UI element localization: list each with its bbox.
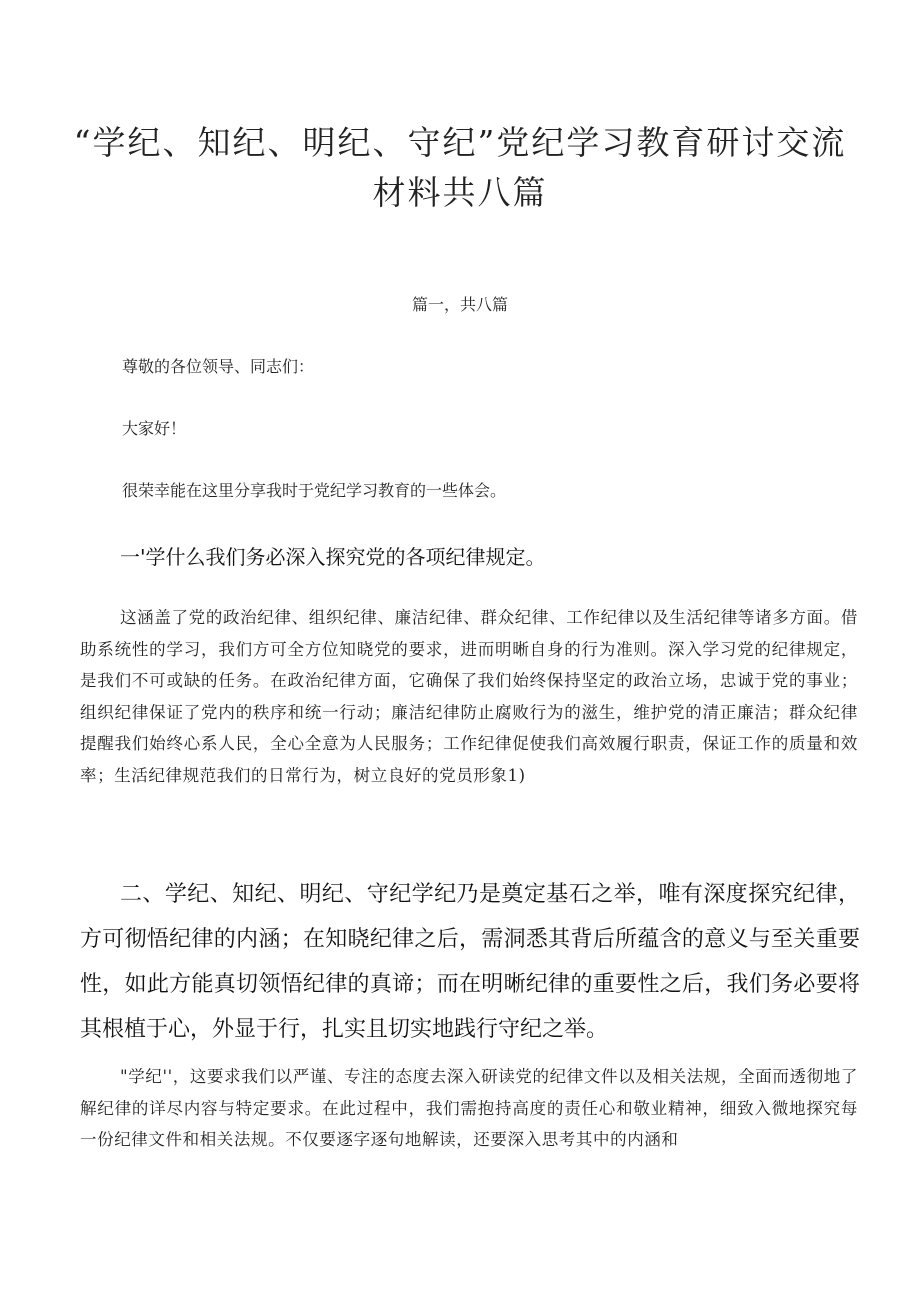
body-paragraph-1: 这涵盖了党的政治纪律、组织纪律、廉洁纪律、群众纪律、工作纪律以及生活纪律等诸多方面。借助系统性的学习，我们方可全方位知晓党的要求，进而明晰自身的行为准则。深入学习党的纪律规定，是我们不可或缺的任务。在政治纪律方面，它确保了我们始终保持坚定的政治立场，忠诚于党的事业；组织纪律保证了党内的秩序和统一行动；廉洁纪律防止腐败行为的滋生，维护党的清正廉洁；群众纪律提醒我们始终心系人民，全心全意为人民服务；工作纪律促使我们高效履行职责，保证工作的质量和效率；生活纪律规范我们的日常行为，树立良好的党员形象1) — [80, 608, 858, 785]
intro-paragraph: 很荣幸能在这里分享我时于党纪学习教育的一些体会。 — [122, 481, 507, 500]
salutation: 尊敬的各位领导、同志们： — [122, 357, 315, 376]
section-heading-2: 二、学纪、知纪、明纪、守纪学纪乃是奠定基石之举，唯有深度探究纪律，方可彻悟纪律的内涵；在知晓纪律之后，需洞悉其背后所蕴含的意义与至关重要性，如此方能真切领悟纪律的真谛；而在明晰纪律的重要性之后，我们务必要将其根植于心，外显于行，扎实且切实地践行守纪之举。 — [80, 882, 860, 1042]
section-heading-1: 一'学什么我们务必深入探究党的各项纪律规定。 — [120, 545, 546, 569]
section-label: 篇一，共八篇 — [411, 295, 508, 314]
greeting: 大家好！ — [122, 419, 187, 438]
body-paragraph-2: "学纪''，这要求我们以严谨、专注的态度去深入研读党的纪律文件以及相关法规，全面而透彻地了解纪律的详尽内容与特定要求。在此过程中，我们需抱持高度的责任心和敬业精神，细致入微地探究每一份纪律文件和相关法规。不仅要逐字逐句地解读，还要深入思考其中的内涵和 — [80, 1067, 858, 1149]
document-title: “学纪、知纪、明纪、守纪”党纪学习教育研讨交流材料共八篇 — [73, 123, 847, 212]
